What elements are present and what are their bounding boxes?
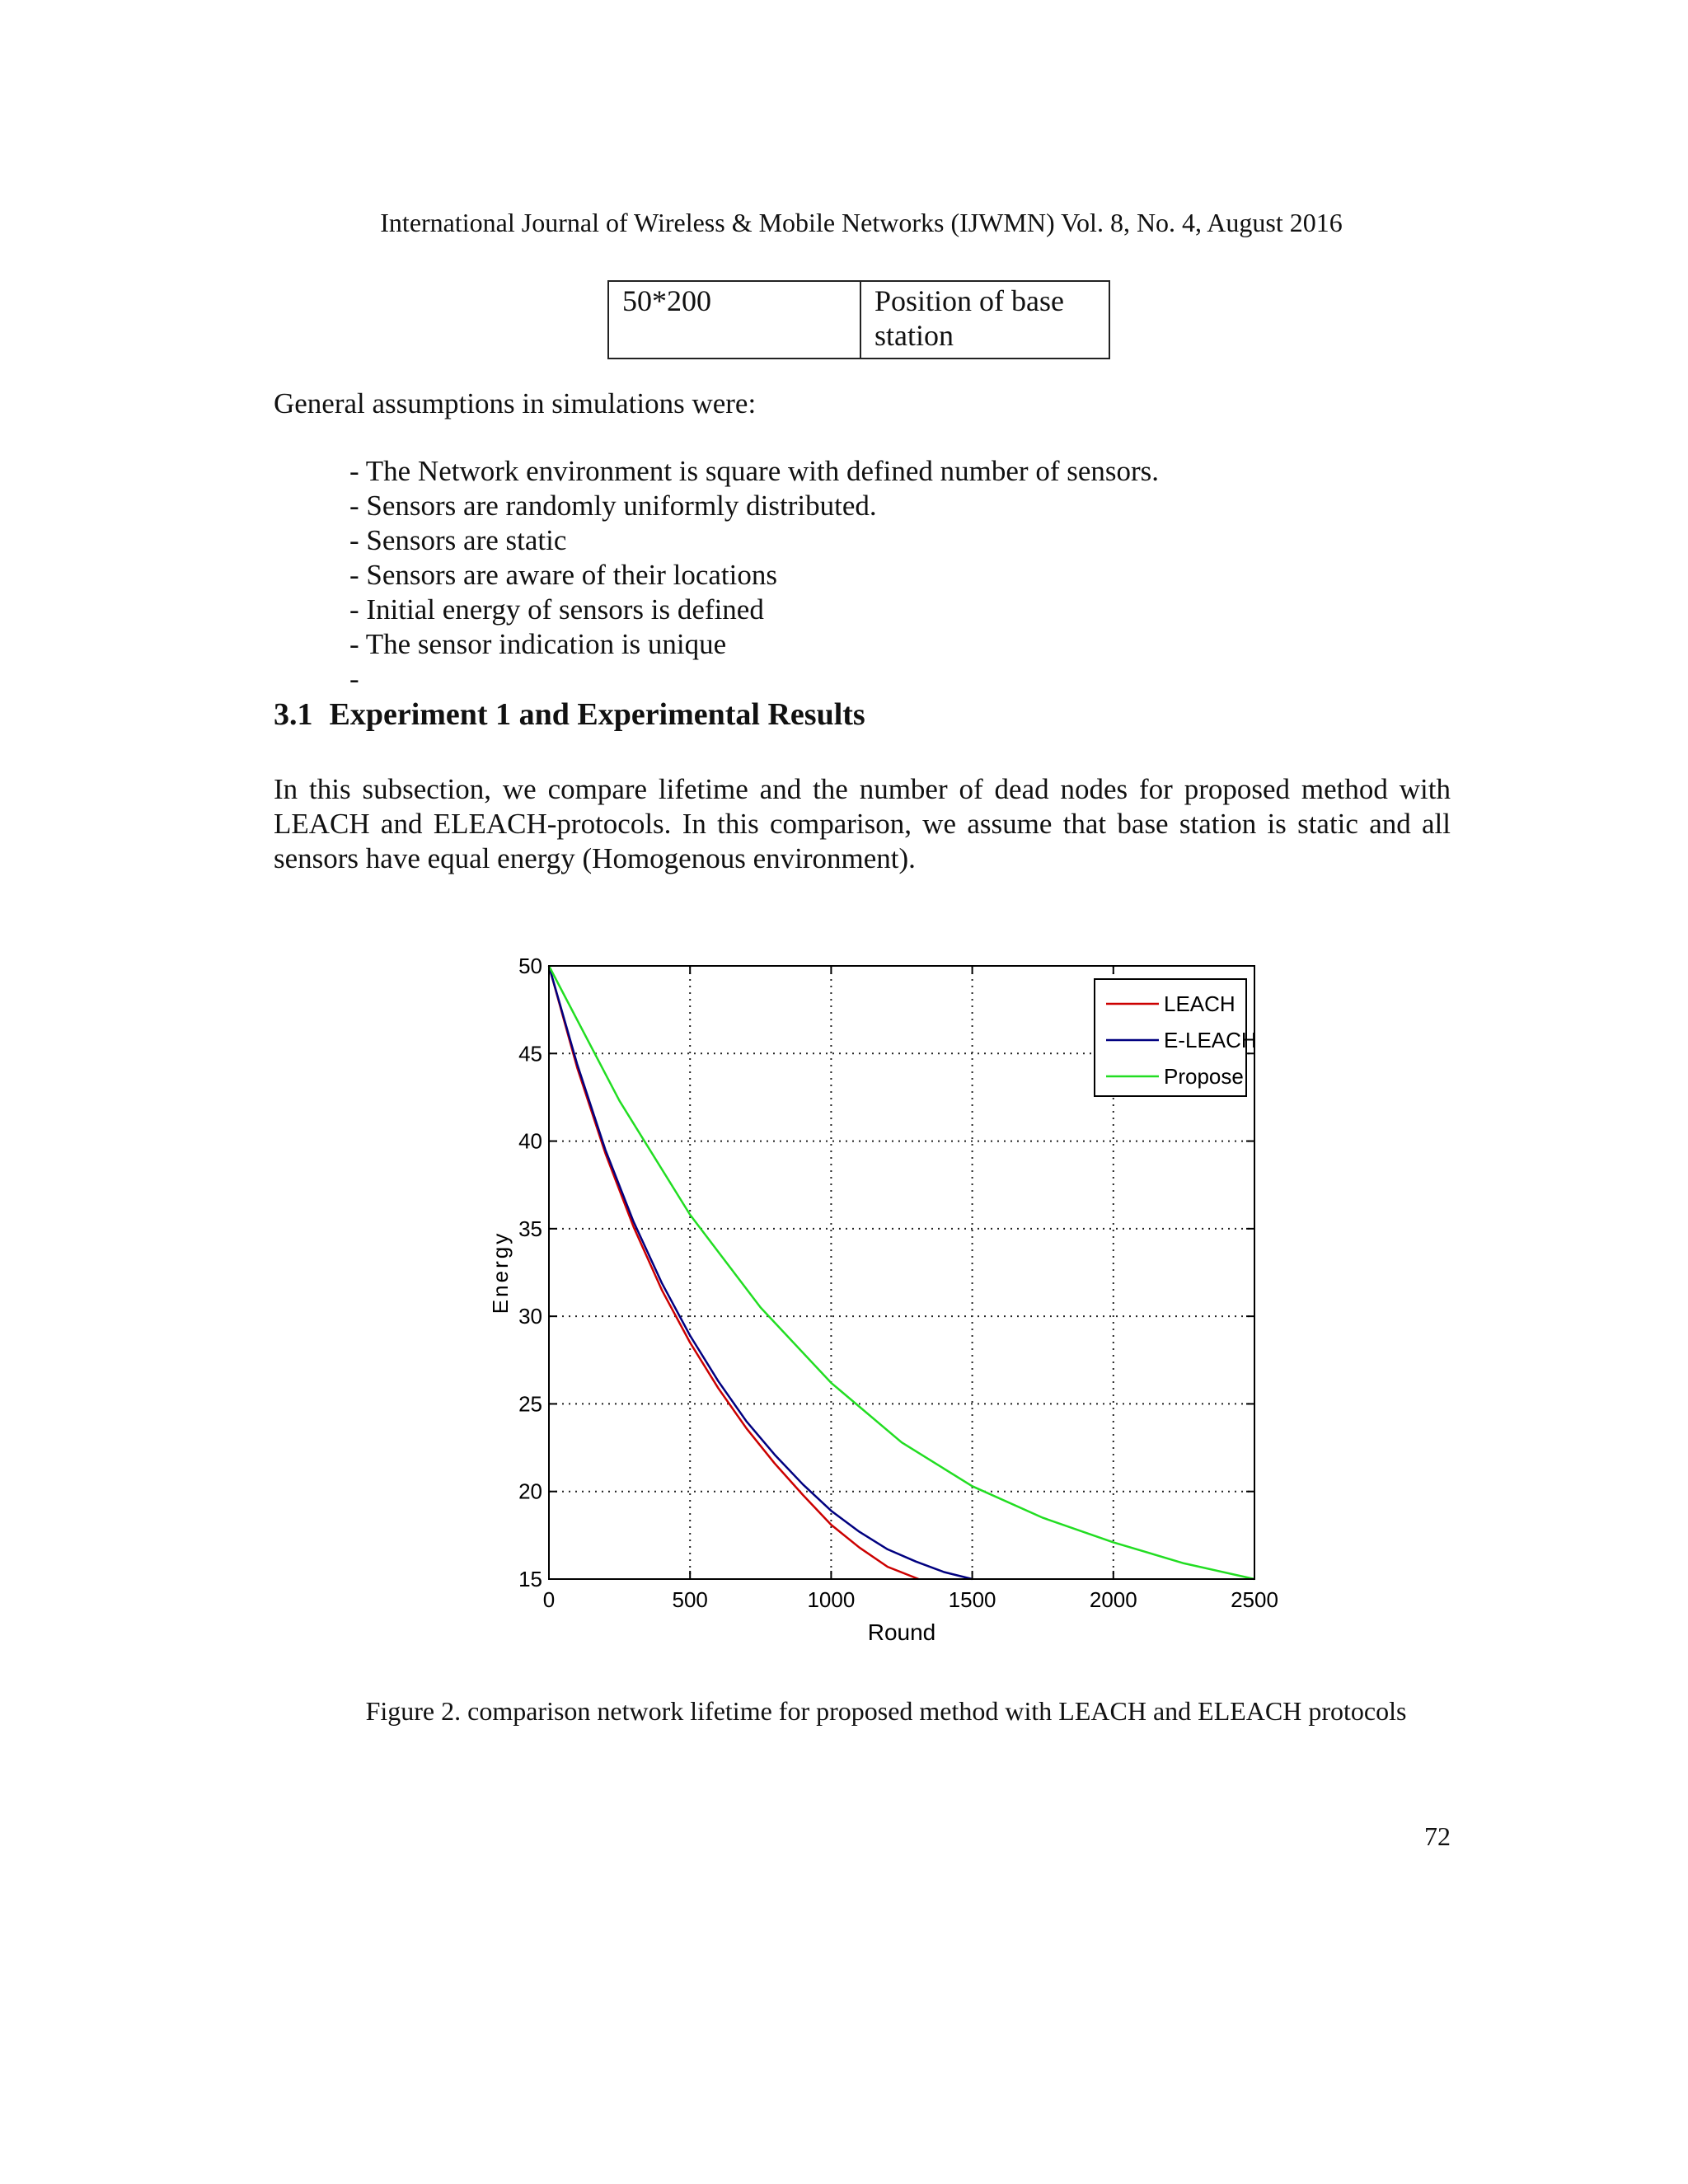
energy-chart [486,946,1294,1671]
y-tick-label: 15 [518,1567,542,1591]
y-tick-label: 50 [518,954,542,978]
table-cell-value: 50*200 [608,281,860,359]
page-number: 72 [1424,1821,1451,1851]
y-tick-label: 40 [518,1128,542,1154]
x-tick-label: 0 [542,1587,556,1612]
list-item: - The Network environment is square with defined number of sensors. [349,455,1160,487]
section-heading [274,696,865,733]
figure-chart [486,946,1294,1671]
x-tick-label: 500 [672,1587,708,1612]
x-axis-label: Round [867,1619,936,1645]
legend-label: E-LEACH [1164,1028,1257,1052]
parameter-table [607,280,1110,359]
x-tick-label: 2000 [1089,1587,1137,1612]
list-item: - Sensors are static [349,524,567,556]
section-title: Experiment 1 and Experimental Results [329,697,865,732]
legend-label: LEACH [1164,991,1236,1016]
list-item: - Sensors are randomly uniformly distributed. [349,490,877,522]
figure-caption: Figure 2. comparison network lifetime for proposed method with LEACH and ELEACH protocols [365,1696,1407,1726]
table-cell-label: Position of base station [860,281,1109,359]
section-number: 3.1 [274,697,313,732]
y-axis-label: Energy [488,1230,513,1315]
list-item: - [349,663,359,695]
list-item: - The sensor indication is unique [349,628,727,660]
y-tick-label: 35 [518,1216,542,1241]
list-item: - Initial energy of sensors is defined [349,593,764,626]
y-tick-label: 25 [518,1391,542,1417]
assumptions-intro: General assumptions in simulations were: [274,387,757,419]
y-tick-label: 20 [518,1479,542,1504]
chart-legend [1095,979,1257,1096]
x-tick-label: 1000 [807,1587,856,1612]
x-tick-label: 1500 [948,1587,996,1612]
section-paragraph: In this subsection, we compare lifetime and the number of dead nodes for proposed method with LEACH and ELEACH-protocols. In this comparison, we assume that base station is static and all sensors have equal energy (Homogenous environment). [274,773,1451,874]
x-tick-label: 2500 [1231,1587,1278,1612]
assumptions-list [349,454,1159,696]
legend-label: Propose [1164,1064,1244,1089]
running-header: International Journal of Wireless & Mobile Networks (IJWMN) Vol. 8, No. 4, August 2016 [380,208,1343,237]
list-item: - Sensors are aware of their locations [349,559,777,591]
y-tick-label: 30 [518,1304,542,1329]
y-tick-label: 45 [518,1041,542,1066]
table-row [608,281,1109,359]
series-line-e-leach [549,966,973,1579]
